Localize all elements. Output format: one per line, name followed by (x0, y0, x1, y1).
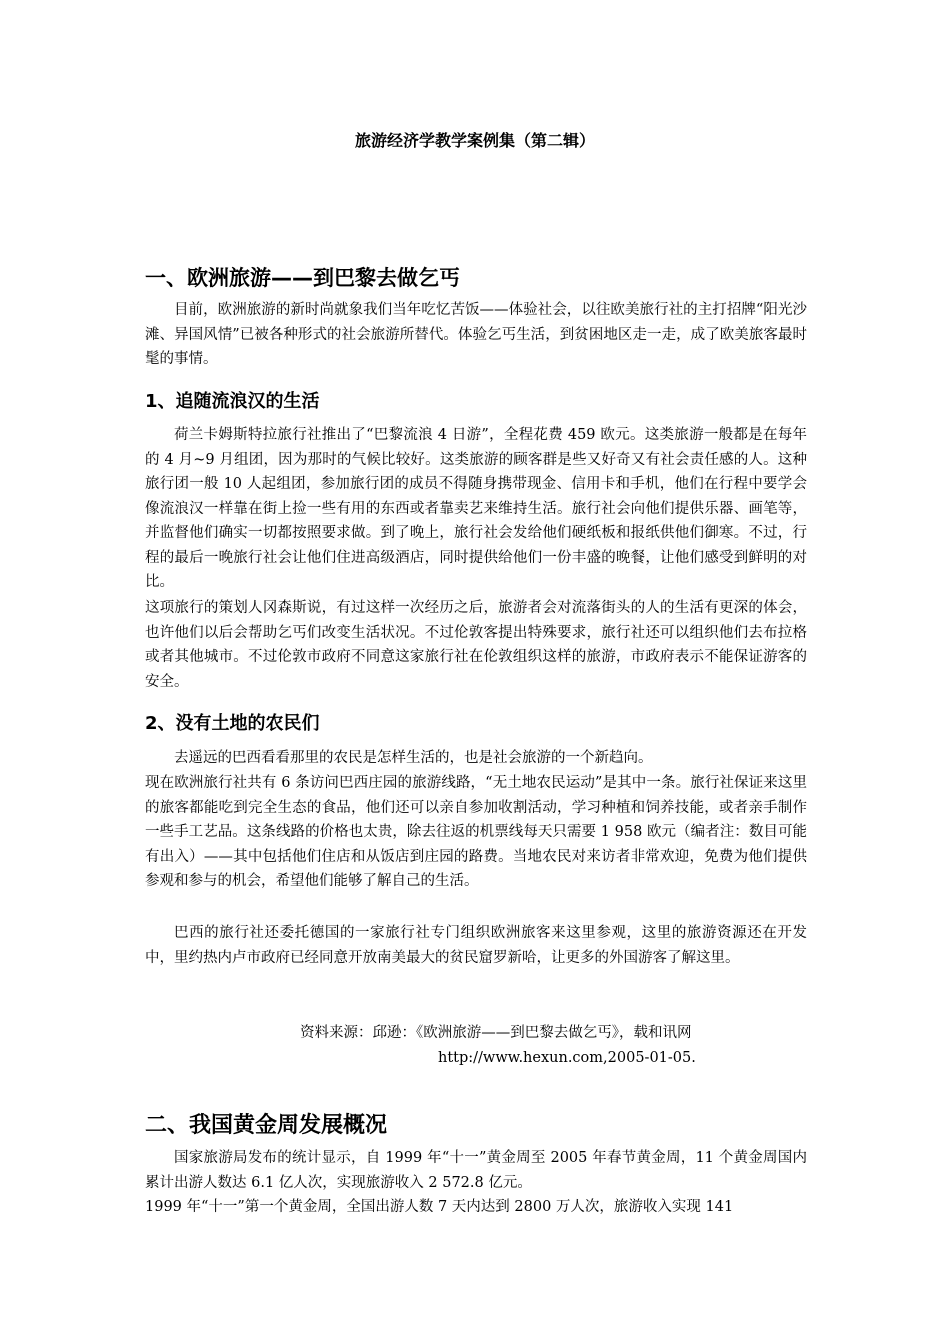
document-title: 旅游经济学教学案例集（第二辑） (354, 131, 595, 150)
section-2-paragraph-1: 国家旅游局发布的统计显示，自 1999 年“十一”黄金周至 2005 年春节黄金周，11 个黄金周国内累计出游人数达 6.1 亿人次，实现旅游收入 2 572.8 亿元。 (145, 1150, 807, 1191)
section-2-paragraph-2: 1999 年“十一”第一个黄金周，全国出游人数 7 天内达到 2800 万人次，旅游收入实现 141 (145, 1199, 734, 1215)
subsection-2-heading: 2、没有土地的农民们 (145, 713, 320, 734)
subsection-1-heading: 1、追随流浪汉的生活 (145, 391, 320, 412)
subsection-1-paragraph-1: 荷兰卡姆斯特拉旅行社推出了“巴黎流浪 4 日游”，全程花费 459 欧元。这类旅游一般都是在每年的 4 月~9 月组团，因为那时的气候比较好。这类旅游的顾客群是些又好奇又有社会责任感的人。这种旅行团一般 10 人起组团，参加旅行团的成员不得随身携带现金、信用卡和手机，他们在行程中要学会像流浪汉一样靠在街上捡一些有用的东西或者靠卖艺来维持生活。旅行社会向他们提供乐器、画笔等，并监督他们确实一切都按照要求做。到了晚上，旅行社会发给他们硬纸板和报纸供他们御寒。不过，行程的最后一晚旅行社会让他们住进高级酒店，同时提供给他们一份丰盛的晚餐，让他们感受到鲜明的对比。 (145, 427, 807, 590)
subsection-1-paragraph-2: 这项旅行的策划人冈森斯说，有过这样一次经历之后，旅游者会对流落街头的人的生活有更深的体会，也许他们以后会帮助乞丐们改变生活状况。不过伦敦客提出特殊要求，旅行社还可以组织他们去布拉格或者其他城市。不过伦敦市政府不同意这家旅行社在伦敦组织这样的旅游，市政府表示不能保证游客的安全。 (145, 600, 807, 690)
subsection-2-paragraph-2: 现在欧洲旅行社共有 6 条访问巴西庄园的旅游线路，“无土地农民运动”是其中一条。旅行社保证来这里的旅客都能吃到完全生态的食品，他们还可以亲自参加收割活动，学习种植和饲养技能，或者亲手制作一些手工艺品。这条线路的价格也太贵，除去往返的机票线每天只需要 1 958 欧元（编者注：数目可能有出入）——其中包括他们住店和从饭店到庄园的路费。当地农民对来访者非常欢迎，免费为他们提供参观和参与的机会，希望他们能够了解自己的生活。 (145, 775, 807, 889)
section-1-heading: 一、欧洲旅游——到巴黎去做乞丐 (145, 266, 460, 290)
subsection-2-paragraph-1: 去遥远的巴西看看那里的农民是怎样生活的，也是社会旅游的一个新趋向。 (174, 750, 653, 766)
section-2-heading: 二、我国黄金周发展概况 (145, 1113, 388, 1138)
source-citation-url: http://www.hexun.com,2005-01-05. (438, 1049, 696, 1066)
section-1-intro: 目前，欧洲旅游的新时尚就象我们当年吃忆苦饭——体验社会，以往欧美旅行社的主打招牌“阳光沙滩、异国风情”已被各种形式的社会旅游所替代。体验乞丐生活，到贫困地区走一走，成了欧美旅客最时髦的事情。 (145, 302, 807, 367)
source-citation (300, 1021, 800, 1070)
source-citation-line-1: 资料来源：邱逊：《欧洲旅游——到巴黎去做乞丐》，载和讯网 (300, 1025, 692, 1041)
subsection-2-paragraph-3: 巴西的旅行社还委托德国的一家旅行社专门组织欧洲旅客来这里参观，这里的旅游资源还在开发中，里约热内卢市政府已经同意开放南美最大的贫民窟罗新哈，让更多的外国游客了解这里。 (145, 925, 807, 966)
